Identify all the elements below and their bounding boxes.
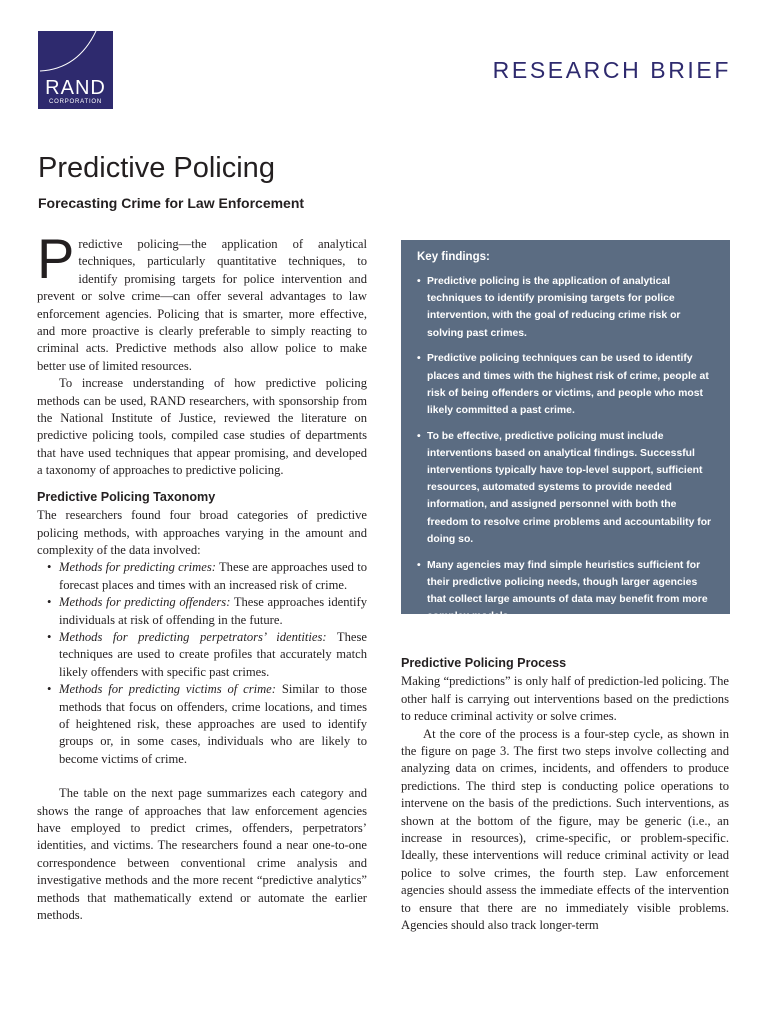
key-finding-item: • Many agencies may find simple heuristics sufficient for their predictive policing needs, though larger agencies that collect large amounts of data may benefit from more complex models.	[417, 557, 714, 626]
key-findings-box	[401, 240, 730, 623]
right-column	[401, 655, 729, 935]
intro-text: redictive policing—the application of analytical techniques, particularly quantitative techniques, to identify promising targets for police intervention and prevent or solve crime—can offer several advantages to law enforcement agencies. Policing that is smarter, more effective, and more proactive is clearly preferable to simply reacting to criminal acts. Predictive methods also allow police to make better use of limited resources.	[37, 237, 367, 373]
study-paragraph: To increase understanding of how predictive policing methods can be used, RAND researchers, with sponsorship from the National Institute of Justice, reviewed the literature on predictive policing tools, compiled case studies of departments that have used techniques that appear promising, and developed a taxonomy of approaches to predictive policing.	[37, 376, 367, 478]
taxonomy-item	[59, 681, 367, 768]
logo-wordmark: RAND	[45, 77, 106, 99]
taxonomy-term: Methods for predicting offenders:	[59, 595, 231, 610]
taxonomy-term: Methods for predicting crimes:	[59, 560, 216, 575]
key-finding-item: • Predictive policing is the application of analytical techniques to identify promising targets for police intervention, with the goal of reducing crime risk or solving past crimes.	[417, 273, 714, 342]
process-paragraph-1: Making “predictions” is only half of prediction-led policing. The other half is carrying out interventions based on the predictions to reduce criminal activity or solve crimes.	[401, 674, 729, 724]
taxonomy-list	[37, 559, 367, 768]
page-title: Predictive Policing	[38, 152, 275, 184]
taxonomy-term: Methods for predicting perpetrators’ identities:	[59, 629, 327, 644]
drop-cap: P	[37, 227, 75, 290]
taxonomy-lead: The researchers found four broad categories of predictive policing methods, with approaches varying in the amount and complexity of the data involved:	[37, 508, 367, 557]
key-findings-title: Key findings:	[417, 251, 490, 263]
taxonomy-desc: These are approaches used to forecast places and times with an increased risk of crime.	[59, 560, 367, 592]
taxonomy-item	[59, 594, 367, 629]
logo-subtitle: CORPORATION	[48, 99, 103, 105]
left-column	[37, 227, 367, 924]
research-brief-label: RESEARCH BRIEF	[492, 57, 731, 83]
taxonomy-term: Methods for predicting victims of crime:	[59, 682, 276, 697]
page-subtitle: Forecasting Crime for Law Enforcement	[38, 195, 305, 211]
taxonomy-desc: These techniques are used to create profiles that accurately match likely offenders with specific past crimes.	[59, 629, 367, 679]
taxonomy-item	[59, 629, 367, 681]
key-finding-item: • To be effective, predictive policing must include interventions based on analytical findings. Successful interventions typically have top-level support, sufficient resources, automated systems to provide needed information, and assigned personnel with both the freedom to resolve crime problems and accountability for doing so.	[417, 428, 714, 548]
taxonomy-desc: Similar to those methods that focus on offenders, crime locations, and times of heightened risk, these approaches are used to identify groups or, in some cases, individuals who are likely to become victims of crime.	[59, 682, 367, 766]
taxonomy-item	[59, 559, 367, 594]
process-heading: Predictive Policing Process	[401, 656, 567, 670]
rand-logo	[38, 31, 113, 109]
process-paragraph-2: At the core of the process is a four-step cycle, as shown in the figure on page 3. The first two steps involve collecting and analyzing data on crimes, incidents, and offenders to produce predictions. The third step is conducting police operations to intervene on the basis of the predictions. Such interventions, as shown at the bottom of the figure, may be generic (i.e., an increase in resources), crime-specific, or problem-specific. Ideally, these interventions will reduce criminal activity or lead police to solve crimes, the fourth step. Law enforcement agencies should assess the immediate effects of the intervention to ensure that there are no immediately visible problems. Agencies should also track longer-term	[401, 726, 729, 933]
key-finding-item: • Predictive policing techniques can be used to identify places and times with the highest risk of crime, people at risk of being offenders or victims, and people who most likely committed a past crime.	[417, 350, 714, 419]
taxonomy-desc: These approaches identify individuals at risk of offending in the future.	[59, 595, 367, 627]
intro-paragraph	[37, 227, 367, 375]
key-findings-list	[417, 273, 714, 625]
taxonomy-heading: Predictive Policing Taxonomy	[37, 489, 216, 504]
table-summary-paragraph: The table on the next page summarizes each category and shows the range of approaches that law enforcement agencies have employed to predict crimes, offenders, perpetrators’ identities, and victims. The researchers found a near one-to-one correspondence between conventional crime analysis and investigative methods and the more recent “predictive analytics” methods that mathematically extend or automate the earlier methods.	[37, 786, 367, 923]
